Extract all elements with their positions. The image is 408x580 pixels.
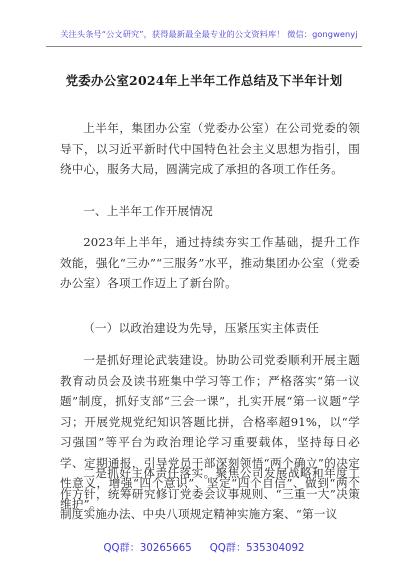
paragraph-responsibility — [60, 463, 360, 525]
header-promo-note: 关注头条号“公文研究”，获得最新最全最专业的公文资料库！ 微信：gongwenyj — [60, 29, 358, 39]
section-heading-1 — [60, 201, 360, 222]
header-divider — [46, 46, 362, 47]
paragraph-text: 二是抓好主体责任落实。聚焦公司发展战略和年度工作方针，统筹研究修订党委会议事规则、“三重一大”决策制度实施办法、中央八项规定精神实施方案、“第一议 — [60, 466, 360, 521]
footer-qq-group-1: QQ群：30265665 — [103, 543, 192, 554]
footer-contact — [0, 539, 408, 554]
paragraph-text: 2023年上半年，通过持续夯实工作基础，提升工作效能，强化“三办”“三服务”水平，推动集团办公室（党委办公室）各项工作迈上了新台阶。 — [60, 235, 360, 290]
heading-text: （一）以政治建设为先导，压紧压实主体责任 — [83, 321, 320, 335]
paragraph-text: 上半年，集团办公室（党委办公室）在公司党委的领导下，以习近平新时代中国特色社会主义思想为指引，围绕中心，服务大局，圆满完成了承担的各项工作任务。 — [60, 121, 360, 176]
document-title: 党委办公室2024年上半年工作总结及下半年计划 — [65, 73, 343, 88]
paragraph-overview — [60, 232, 360, 294]
paragraph-intro — [60, 118, 360, 180]
paragraph-text: 一是抓好理论武装建设。协助公司党委顺利开展主题教育动员会及读书班集中学习等工作；严格落实“第一议题”制度，抓好支部“三会一课”，扎实开展“第一议题”学习；开展党规党纪知识答题比拼，合格率超91%，以“学习强国”等平台为政治理论学习重要载体，坚持每日必学、定期通报，引导党员干部深刻领悟“两个确立”的决定性意义，增强“四个意识”、坚定“四个自信”、做到“两个维护”。 — [60, 353, 360, 511]
heading-text: 一、上半年工作开展情况 — [83, 204, 213, 218]
subsection-heading-1 — [60, 318, 360, 339]
footer-qq-group-2: QQ群：535304092 — [209, 543, 305, 554]
